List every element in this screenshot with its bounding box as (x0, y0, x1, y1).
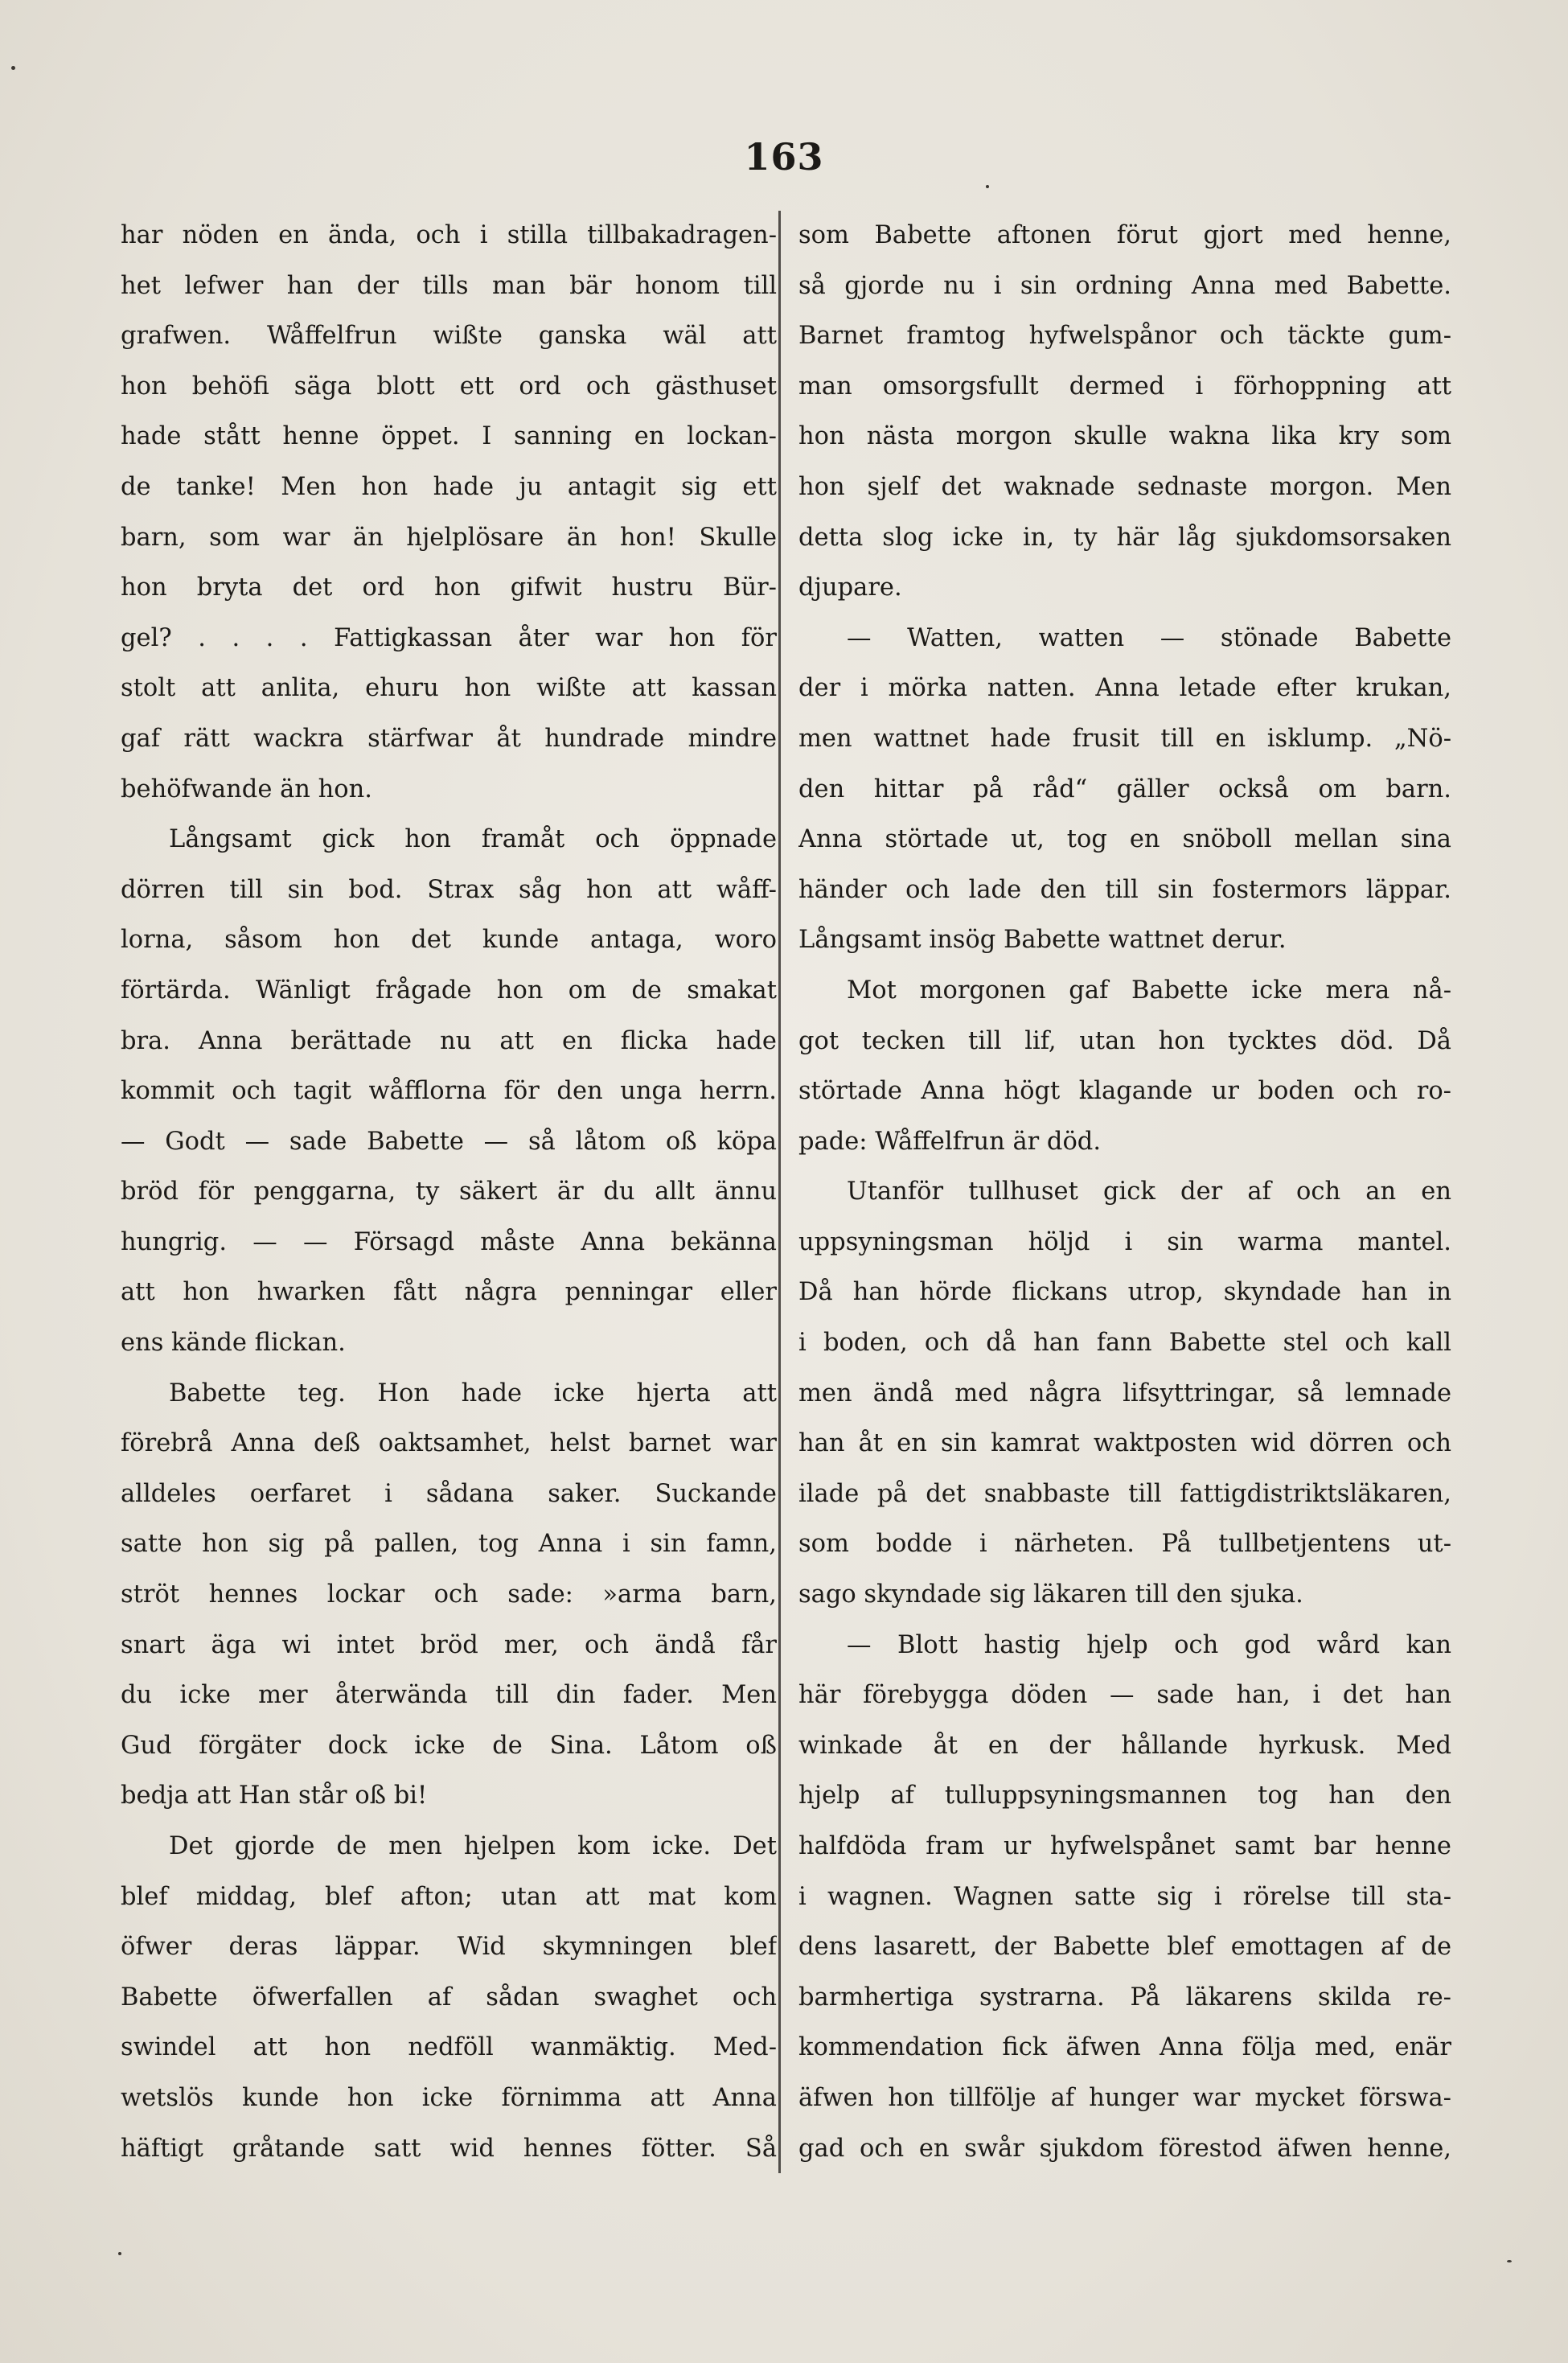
paper-speck (986, 185, 989, 188)
right-column (798, 211, 1451, 2174)
text-line: wetslös kunde hon icke förnimma att Anna (121, 2083, 777, 2112)
text-line: behöfwande än hon. (121, 775, 372, 803)
text-line: men ändå med några lifsyttringar, så lemnade (798, 1379, 1451, 1408)
text-line: gad och en swår sjukdom förestod äfwen henne, (798, 2134, 1451, 2163)
text-line: detta slog icke in, ty här låg sjukdomsorsaken (798, 523, 1451, 552)
text-line: uppsyningsman höljd i sin warma mantel. (798, 1227, 1451, 1256)
text-line: så gjorde nu i sin ordning Anna med Babette. (798, 271, 1451, 300)
text-line: der i mörka natten. Anna letade efter krukan, (798, 674, 1451, 703)
text-line: djupare. (798, 573, 902, 602)
text-line: swindel att hon nedföll wanmäktig. Med- (121, 2033, 777, 2062)
text-line: störtade Anna högt klagande ur boden och ro- (798, 1077, 1451, 1106)
text-line: hjelp af tulluppsyningsmannen tog han den (798, 1781, 1451, 1810)
text-line: got tecken till lif, utan hon tycktes död. Då (798, 1026, 1451, 1055)
text-line: het lefwer han der tills man bär honom till (121, 271, 777, 300)
text-line: hungrig. — — Försagd måste Anna bekänna (121, 1227, 777, 1256)
text-line: hon sjelf det waknade sednaste morgon. Men (798, 472, 1451, 501)
text-line: ströt hennes lockar och sade: »arma barn, (121, 1580, 777, 1609)
paper-speck (1507, 2260, 1512, 2262)
text-line: sago skyndade sig läkaren till den sjuka. (798, 1580, 1303, 1609)
text-line: stolt att anlita, ehuru hon wißte att kassan (121, 674, 777, 703)
text-line: Barnet framtog hyfwelspånor och täckte gum- (798, 322, 1451, 351)
text-line: Anna störtade ut, tog en snöboll mellan sina (798, 825, 1451, 854)
text-line: här förebygga döden — sade han, i det han (798, 1681, 1451, 1710)
text-line: Det gjorde de men hjelpen kom icke. Det (169, 1832, 777, 1860)
paper-speck (118, 2252, 121, 2255)
text-line: winkade åt en der hållande hyrkusk. Med (798, 1731, 1451, 1760)
text-line: gaf rätt wackra stärfwar åt hundrade mindre (121, 724, 777, 753)
text-line: man omsorgsfullt dermed i förhoppning att (798, 372, 1451, 401)
text-line: Mot morgonen gaf Babette icke mera nå- (847, 976, 1451, 1005)
text-line: hade stått henne öppet. I sanning en lockan- (121, 422, 777, 451)
text-line: lorna, såsom hon det kunde antaga, woro (121, 926, 777, 955)
column-divider (778, 211, 781, 2173)
text-line: pade: Wåffelfrun är död. (798, 1127, 1102, 1156)
text-line: hon nästa morgon skulle wakna lika kry som (798, 422, 1451, 451)
text-line: den hittar på råd“ gäller också om barn. (798, 775, 1451, 803)
text-line: men wattnet hade frusit till en isklump. „Nö- (798, 724, 1451, 753)
text-line: — Watten, watten — stönade Babette (847, 623, 1451, 652)
text-line: kommit och tagit wåfflorna för den unga herrn. (121, 1077, 777, 1106)
paper-speck (11, 66, 15, 70)
text-line: kommendation fick äfwen Anna följa med, enär (798, 2033, 1451, 2062)
text-line: som bodde i närheten. På tullbetjentens ut- (798, 1530, 1451, 1559)
text-line: bröd för penggarna, ty säkert är du allt ännu (121, 1177, 777, 1206)
text-line: bedja att Han står oß bi! (121, 1781, 428, 1810)
text-line: — Godt — sade Babette — så låtom oß köpa (121, 1127, 777, 1156)
text-line: Långsamt gick hon framåt och öppnade (169, 825, 777, 854)
text-line: har nöden en ända, och i stilla tillbakadragen- (121, 221, 777, 249)
text-line: som Babette aftonen förut gjort med henne, (798, 221, 1451, 249)
text-line: hon behöfi säga blott ett ord och gästhuset (121, 372, 777, 401)
text-line: Gud förgäter dock icke de Sina. Låtom oß (121, 1731, 777, 1760)
text-line: händer och lade den till sin fostermors läppar. (798, 875, 1451, 904)
text-line: gel? . . . . Fattigkassan åter war hon för (121, 623, 777, 652)
text-line: att hon hwarken fått några penningar eller (121, 1278, 777, 1307)
text-line: barmhertiga systrarna. På läkarens skilda re- (798, 1983, 1451, 2012)
text-line: halfdöda fram ur hyfwelspånet samt bar henne (798, 1832, 1451, 1860)
text-line: i boden, och då han fann Babette stel och kall (798, 1329, 1451, 1358)
text-line: han åt en sin kamrat waktposten wid dörren och (798, 1429, 1451, 1458)
text-line: Babette öfwerfallen af sådan swaghet och (121, 1983, 777, 2012)
text-line: bra. Anna berättade nu att en flicka hade (121, 1026, 777, 1055)
page-number: 163 (744, 135, 824, 179)
text-line: förebrå Anna deß oaktsamhet, helst barnet war (121, 1429, 777, 1458)
left-column (121, 211, 777, 2174)
text-line: satte hon sig på pallen, tog Anna i sin famn, (121, 1530, 777, 1559)
text-line: alldeles oerfaret i sådana saker. Suckande (121, 1479, 777, 1508)
text-line: ens kände flickan. (121, 1329, 346, 1358)
text-line: dens lasarett, der Babette blef emottagen af de (798, 1933, 1451, 1962)
text-line: Då han hörde flickans utrop, skyndade han in (798, 1278, 1451, 1307)
text-line: — Blott hastig hjelp och god wård kan (847, 1630, 1451, 1659)
text-line: dörren till sin bod. Strax såg hon att wåff- (121, 875, 777, 904)
text-line: ilade på det snabbaste till fattigdistriktsläkaren, (798, 1479, 1451, 1508)
text-line: blef middag, blef afton; utan att mat kom (121, 1882, 777, 1911)
text-line: hon bryta det ord hon gifwit hustru Bür- (121, 573, 777, 602)
text-line: förtärda. Wänligt frågade hon om de smakat (121, 976, 777, 1005)
text-line: de tanke! Men hon hade ju antagit sig ett (121, 472, 777, 501)
text-line: grafwen. Wåffelfrun wißte ganska wäl att (121, 322, 777, 351)
text-line: häftigt gråtande satt wid hennes fötter. Så (121, 2134, 777, 2163)
text-line: du icke mer återwända till din fader. Men (121, 1681, 777, 1710)
text-line: barn, som war än hjelplösare än hon! Skulle (121, 523, 777, 552)
text-line: öfwer deras läppar. Wid skymningen blef (121, 1933, 777, 1962)
text-line: Babette teg. Hon hade icke hjerta att (169, 1379, 777, 1408)
text-line: snart äga wi intet bröd mer, och ändå får (121, 1630, 777, 1659)
text-line: äfwen hon tillfölje af hunger war mycket förswa- (798, 2083, 1451, 2112)
text-line: Utanför tullhuset gick der af och an en (847, 1177, 1451, 1206)
text-line: Långsamt insög Babette wattnet derur. (798, 926, 1287, 955)
text-line: i wagnen. Wagnen satte sig i rörelse till sta- (798, 1882, 1451, 1911)
